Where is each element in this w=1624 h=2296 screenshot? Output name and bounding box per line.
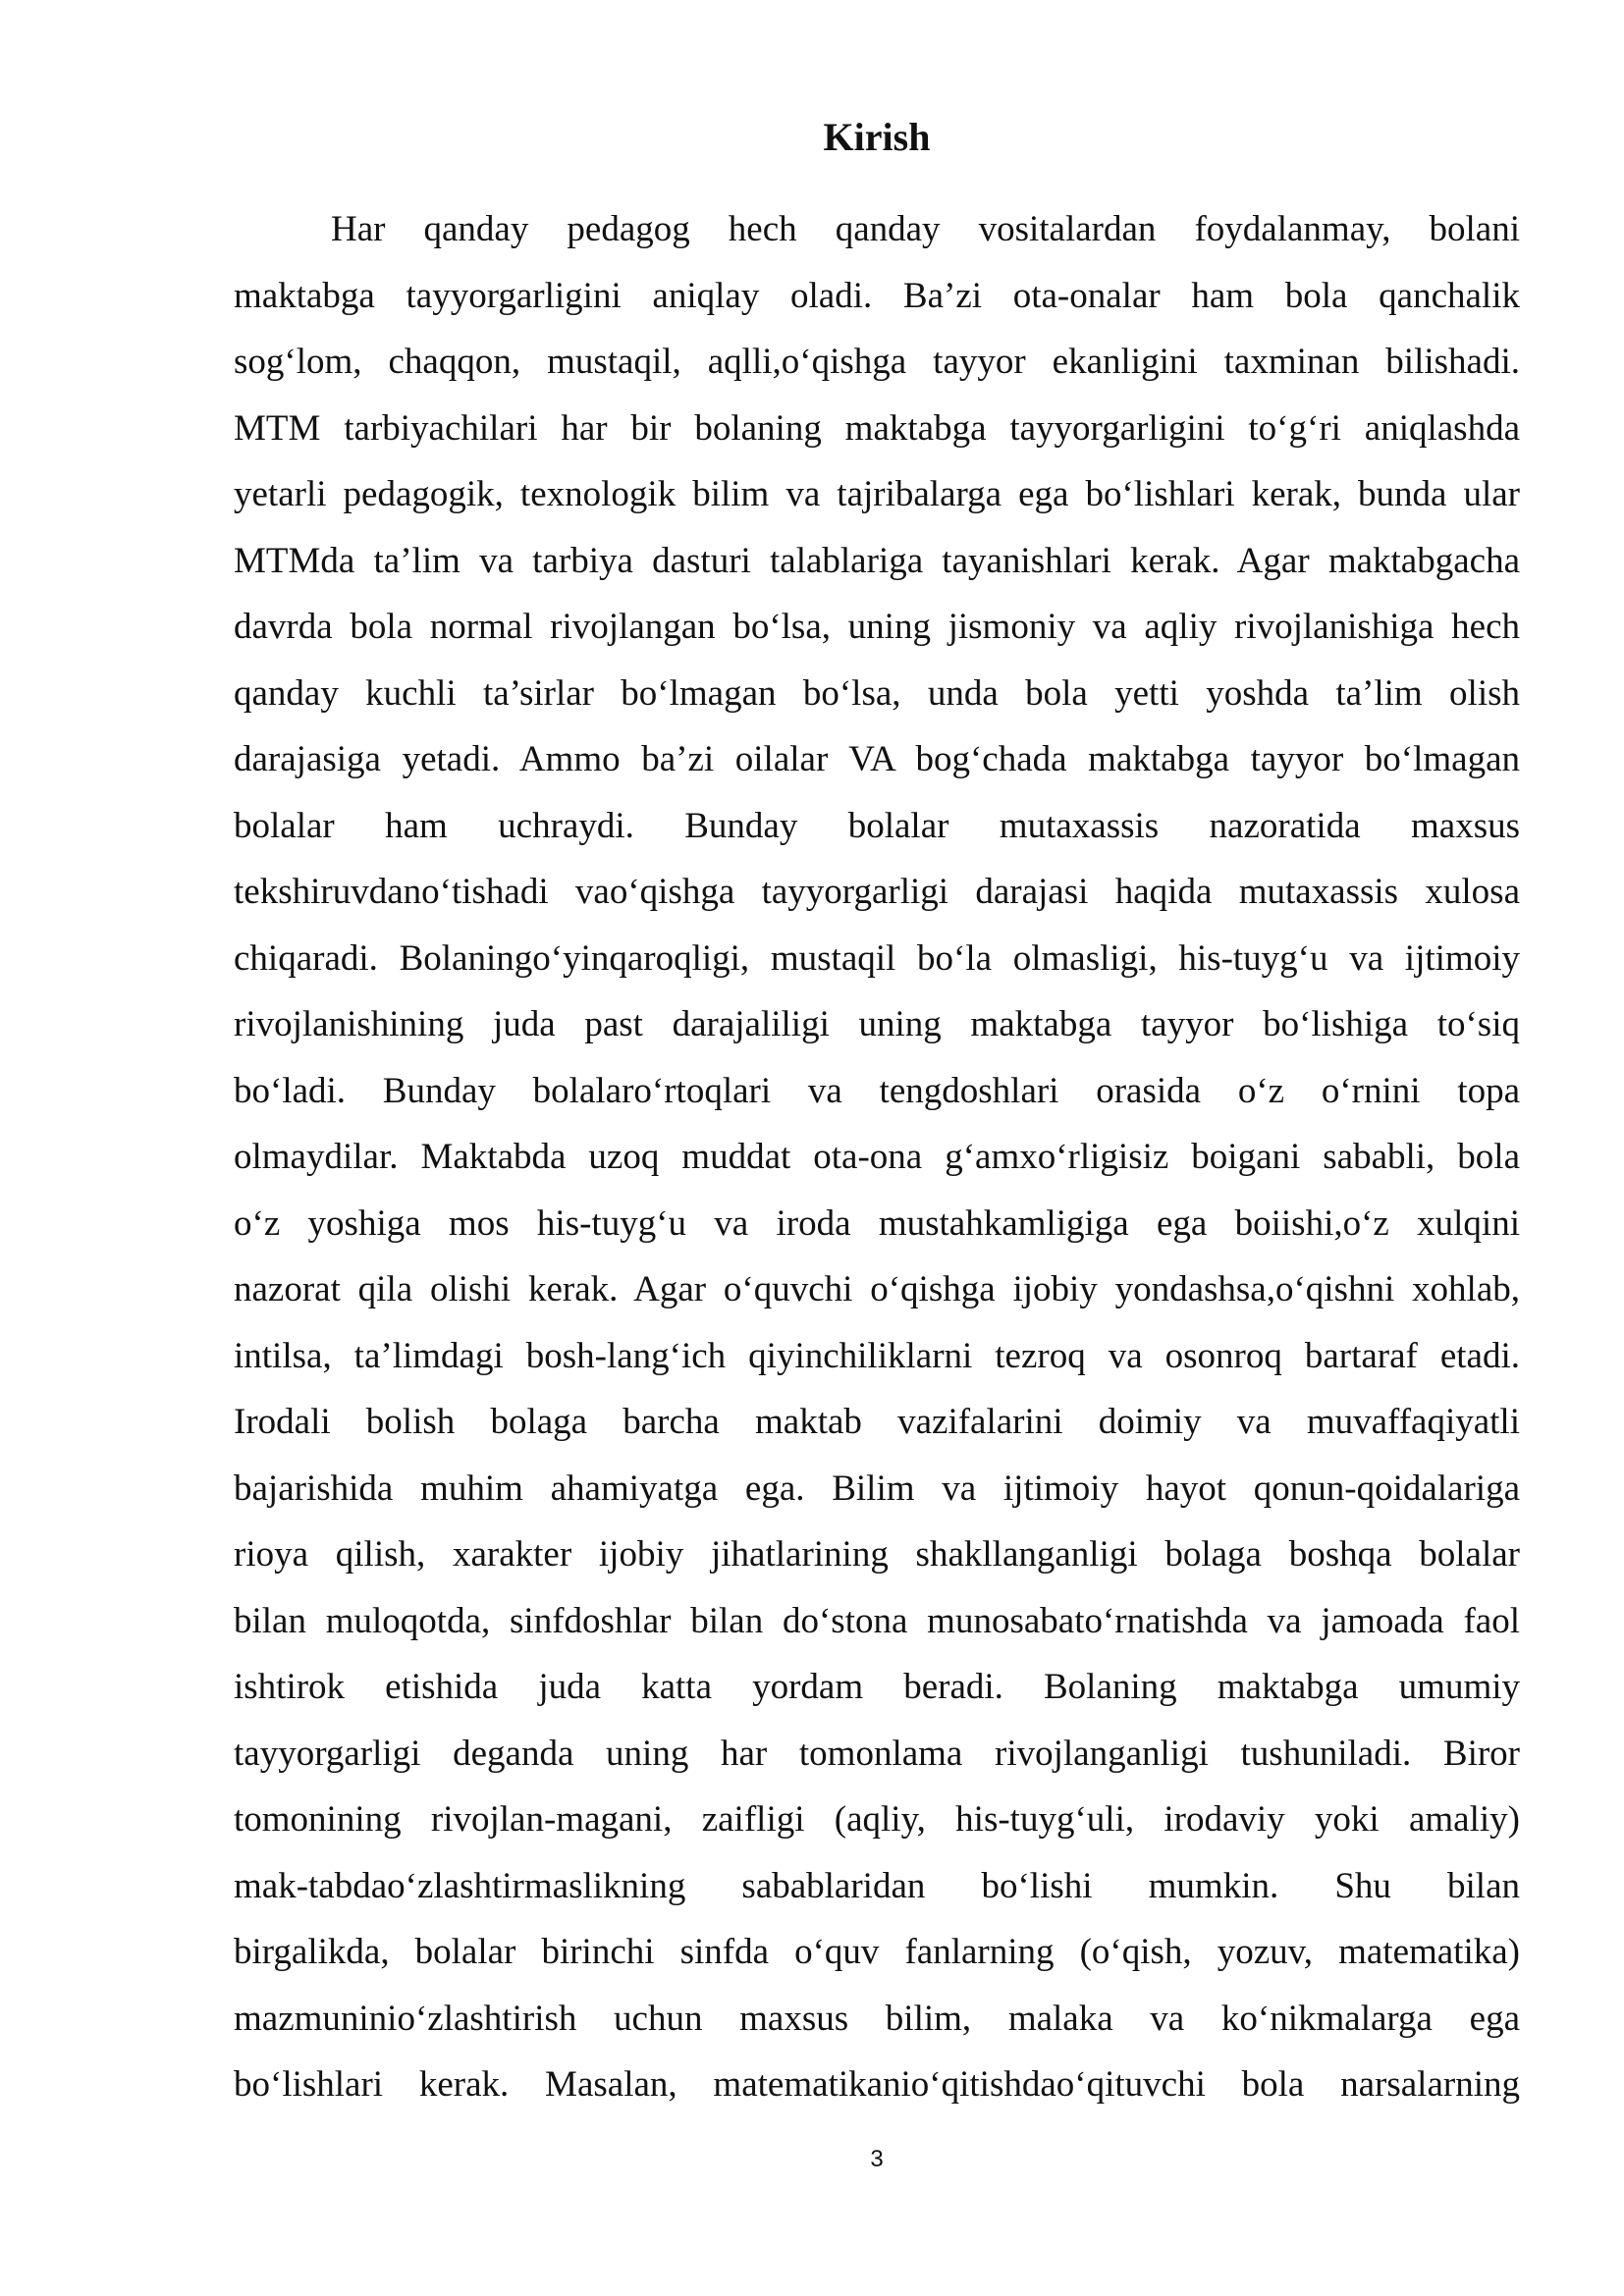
- paragraph-line: yetarli pedagogik, texnologik bilim va tajribalarga ega bo‘lishlari kerak, bunda ular: [234, 474, 1520, 514]
- paragraph-line: olmaydilar. Maktabda uzoq muddat ota-ona g‘amxo‘rligisiz boigani sababli, bola: [234, 1137, 1520, 1177]
- paragraph-line: rioya qilish, xarakter ijobiy jihatlarining shakllanganligi bolaga boshqa bolalar: [234, 1534, 1520, 1575]
- paragraph-line: rivojlanishining juda past darajaliligi uning maktabga tayyor bo‘lishiga to‘siq: [234, 1004, 1520, 1044]
- paragraph-line: davrda bola normal rivojlangan bo‘lsa, uning jismoniy va aqliy rivojlanishiga hech: [234, 607, 1520, 647]
- paragraph-line: tayyorgarligi deganda uning har tomonlama rivojlanganligi tushuniladi. Biror: [234, 1733, 1520, 1774]
- paragraph-line: Har qanday pedagog hech qanday vositalardan foydalanmay, bolani: [331, 209, 1520, 249]
- paragraph-line: bilan muloqotda, sinfdoshlar bilan do‘stona munosabato‘rnatishda va jamoada faol: [234, 1600, 1520, 1641]
- paragraph-line: bo‘lishlari kerak. Masalan, matematikanio‘qitishdao‘qituvchi bola narsalarning: [234, 2064, 1520, 2105]
- paragraph-line: bajarishida muhim ahamiyatga ega. Bilim va ijtimoiy hayot qonun-qoidalariga: [234, 1468, 1520, 1509]
- page-title: Kirish: [823, 115, 931, 159]
- paragraph-line: MTMda ta’lim va tarbiya dasturi talablariga tayanishlari kerak. Agar maktabgacha: [234, 540, 1520, 581]
- paragraph-line: mazmuninio‘zlashtirish uchun maxsus bilim, malaka va ko‘nikmalarga ega: [234, 1998, 1520, 2039]
- paragraph-line: nazorat qila olishi kerak. Agar o‘quvchi o‘qishga ijobiy yondashsa,o‘qishni xohlab,: [234, 1269, 1520, 1309]
- paragraph-line: mak-tabdao‘zlashtirmaslikning sabablaridan bo‘lishi mumkin. Shu bilan: [234, 1865, 1520, 1906]
- paragraph-line: chiqaradi. Bolaningo‘yinqaroqligi, mustaqil bo‘la olmasligi, his-tuyg‘u va ijtimoiy: [234, 937, 1520, 979]
- body-paragraph: [234, 196, 1520, 2118]
- paragraph-line: tekshiruvdano‘tishadi vao‘qishga tayyorgarligi darajasi haqida mutaxassis xulosa: [234, 872, 1520, 912]
- paragraph-line: sog‘lom, chaqqon, mustaqil, aqlli,o‘qishga tayyor ekanligini taxminan bilishadi.: [234, 342, 1520, 382]
- paragraph-line: Irodali bolish bolaga barcha maktab vazifalarini doimiy va muvaffaqiyatli: [234, 1402, 1520, 1442]
- paragraph-line: darajasiga yetadi. Ammo ba’zi oilalar VA bog‘chada maktabga tayyor bo‘lmagan: [234, 739, 1520, 779]
- paragraph-line: tomonining rivojlan-magani, zaifligi (aqliy, his-tuyg‘uli, irodaviy yoki amaliy): [234, 1799, 1520, 1840]
- paragraph-line: ishtirok etishida juda katta yordam beradi. Bolaning maktabga umumiy: [234, 1667, 1520, 1707]
- paragraph-line: qanday kuchli ta’sirlar bo‘lmagan bo‘lsa, unda bola yetti yoshda ta’lim olish: [234, 672, 1520, 714]
- paragraph-line: MTM tarbiyachilari har bir bolaning maktabga tayyorgarligini to‘g‘ri aniqlashda: [234, 407, 1520, 449]
- paragraph-line: birgalikda, bolalar birinchi sinfda o‘quv fanlarning (o‘qish, yozuv, matematika): [234, 1932, 1520, 1972]
- paragraph-line: bolalar ham uchraydi. Bunday bolalar mutaxassis nazoratida maxsus: [234, 805, 1520, 846]
- page-number: 3: [870, 2146, 884, 2172]
- paragraph-line: intilsa, ta’limdagi bosh-lang‘ich qiyinchiliklarni tezroq va osonroq bartaraf etadi.: [234, 1335, 1520, 1376]
- paragraph-line: maktabga tayyorgarligini aniqlay oladi. Ba’zi ota-onalar ham bola qanchalik: [234, 275, 1520, 316]
- paragraph-line: bo‘ladi. Bunday bolalaro‘rtoqlari va tengdoshlari orasida o‘z o‘rnini topa: [234, 1070, 1520, 1111]
- paragraph-line: o‘z yoshiga mos his-tuyg‘u va iroda mustahkamligiga ega boiishi,o‘z xulqini: [234, 1202, 1520, 1244]
